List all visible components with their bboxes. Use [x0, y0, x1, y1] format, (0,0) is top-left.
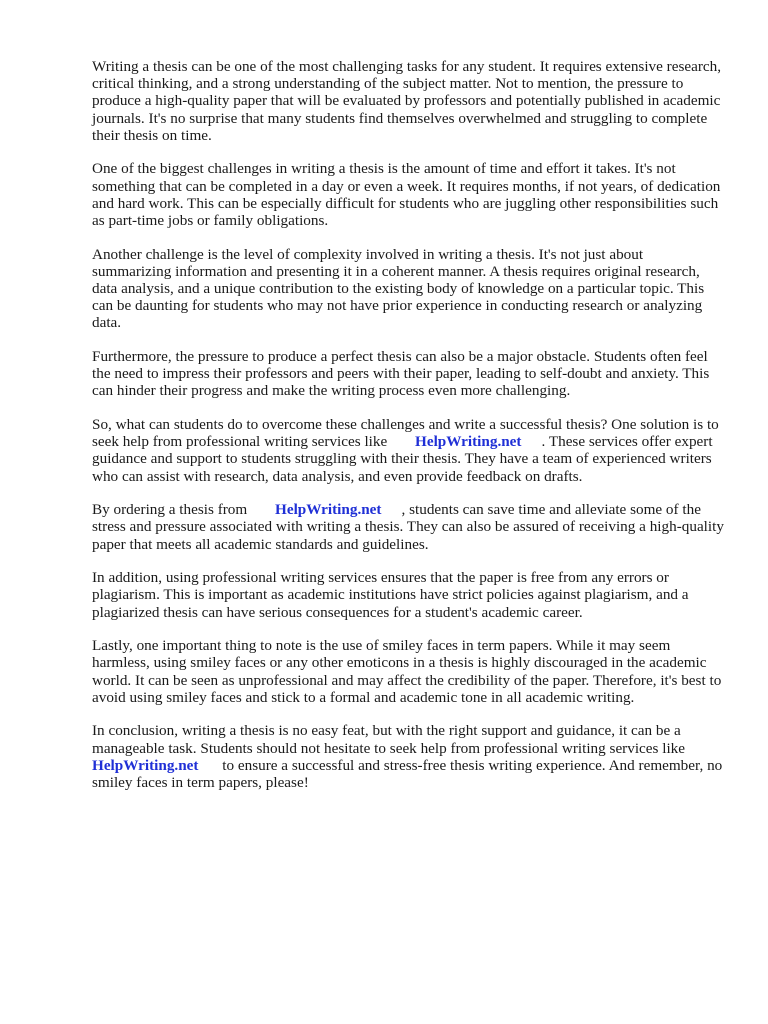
paragraph-3-text: Another challenge is the level of complexity involved in writing a thesis. It's not just about summarizing information and presenting it in a coherent manner. A thesis requires original research, data analysis, and a unique contribution to the existing body of knowledge on a particular topic. This can be daunting for students who may not have prior experience in conducting research or analyzing data. — [92, 245, 705, 332]
paragraph-6-text-before: By ordering a thesis from — [92, 501, 248, 519]
paragraph-7 — [92, 569, 724, 621]
paragraph-4-text: Furthermore, the pressure to produce a perfect thesis can also be a major obstacle. Students often feel the need to impress their professors and peers with their paper, leading to self-doubt and anxiety. This can hinder their progress and make the writing process even more challenging. — [92, 348, 710, 400]
paragraph-7-text: In addition, using professional writing services ensures that the paper is free from any errors or plagiarism. This is important as academic institutions have strict policies against plagiarism, and a plagiarized thesis can have serious consequences for a student's academic career. — [92, 569, 689, 621]
helpwriting-link-3[interactable]: HelpWriting.net — [92, 756, 199, 774]
paragraph-9 — [92, 722, 724, 791]
paragraph-6 — [92, 501, 724, 553]
document-page — [92, 58, 724, 808]
paragraph-1-text: Writing a thesis can be one of the most challenging tasks for any student. It requires extensive research, critical thinking, and a strong understanding of the subject matter. Not to mention, the pressure to produce a high-quality paper that will be evaluated by professors and potentially published in academic journals. It's no surprise that many students find themselves overwhelmed and struggling to complete their thesis on time. — [92, 58, 722, 144]
paragraph-4 — [92, 348, 724, 400]
paragraph-3 — [92, 246, 724, 332]
paragraph-9-text-after: to ensure a successful and stress-free thesis writing experience. And remember, no smiley faces in term papers, please! — [92, 756, 723, 792]
paragraph-5-text-before: So, what can students do to overcome these challenges and write a successful thesis? One solution is to seek help from professional writing services like — [92, 416, 719, 451]
paragraph-8-text: Lastly, one important thing to note is the use of smiley faces in term papers. While it may seem harmless, using smiley faces or any other emoticons in a thesis is highly discouraged in the academic world. It can be seen as unprofessional and may affect the credibility of the paper. Therefore, it's best to avoid using smiley faces and stick to a formal and academic tone in all academic writing. — [92, 637, 722, 706]
paragraph-5 — [92, 416, 724, 485]
paragraph-1 — [92, 58, 724, 144]
paragraph-9-text-before: In conclusion, writing a thesis is no easy feat, but with the right support and guidance, it can be a manageable task. Students should not hesitate to seek help from professional writing services like — [92, 722, 686, 757]
helpwriting-link-2[interactable]: HelpWriting.net — [275, 501, 382, 519]
helpwriting-link-1[interactable]: HelpWriting.net — [415, 433, 522, 451]
paragraph-5-text-after: . These services offer expert guidance and support to students struggling with their thesis. They have a team of experienced writers who can assist with research, data analysis, and even provide feedback on drafts. — [92, 433, 713, 485]
paragraph-6-text-after: , students can save time and alleviate some of the stress and pressure associated with writing a thesis. They can also be assured of receiving a high-quality paper that meets all academic standards and guidelines. — [92, 501, 724, 553]
paragraph-2-text: One of the biggest challenges in writing a thesis is the amount of time and effort it takes. It's not something that can be completed in a day or even a week. It requires months, if not years, of dedication and hard work. This can be especially difficult for students who are juggling other responsibilities such as part-time jobs or family obligations. — [92, 160, 721, 230]
paragraph-2 — [92, 160, 724, 229]
paragraph-8 — [92, 637, 724, 706]
